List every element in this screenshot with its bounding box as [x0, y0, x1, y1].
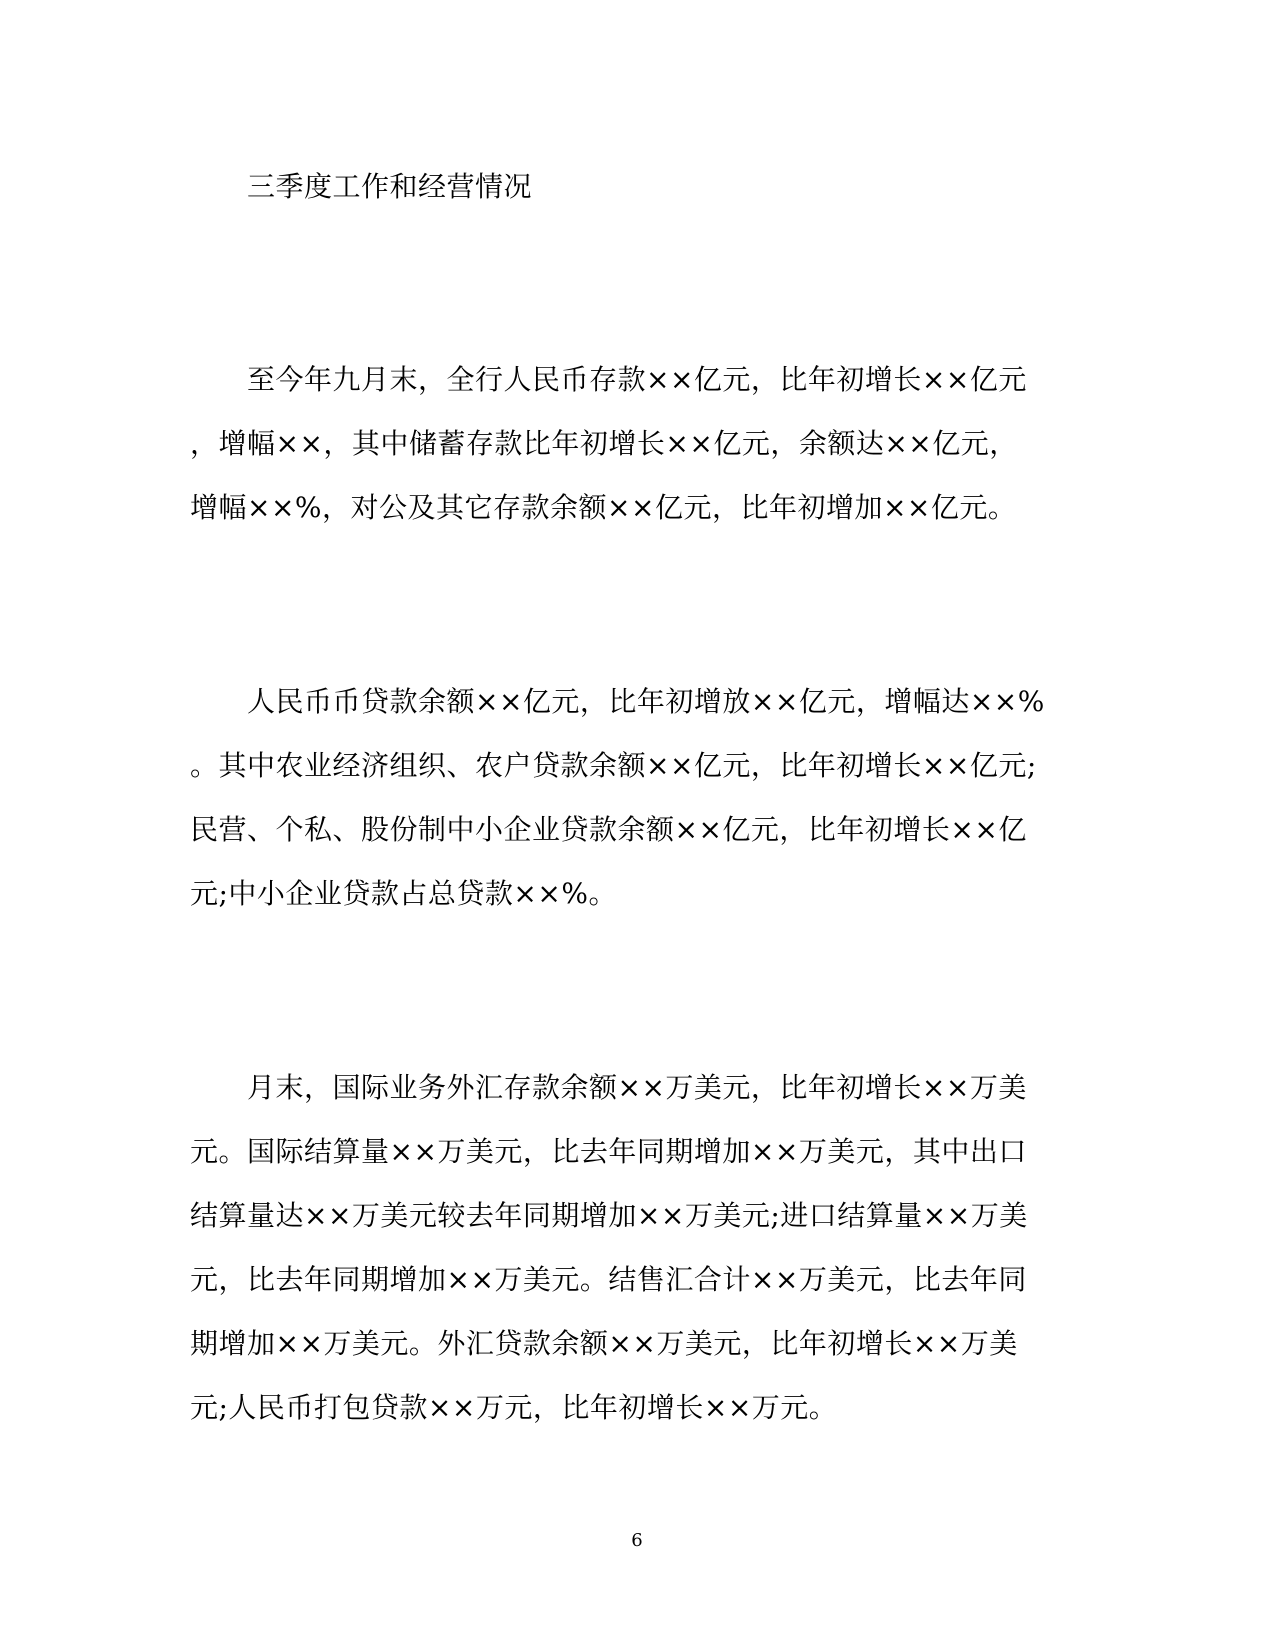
- paragraph-line: 人民币币贷款余额××亿元，比年初增放××亿元，增幅达××%: [247, 685, 1045, 718]
- paragraph-line: 期增加××万美元。外汇贷款余额××万美元，比年初增长××万美: [190, 1327, 1018, 1360]
- paragraph-line: 元，比去年同期增加××万美元。结售汇合计××万美元，比去年同: [190, 1263, 1027, 1296]
- paragraph-line: 。其中农业经济组织、农户贷款余额××亿元，比年初增长××亿元;: [190, 749, 1037, 782]
- paragraph-line: 元;中小企业贷款占总贷款××%。: [190, 877, 617, 910]
- paragraph-line: ，增幅××，其中储蓄存款比年初增长××亿元，余额达××亿元，: [190, 427, 1018, 460]
- paragraph-line: 至今年九月末，全行人民币存款××亿元，比年初增长××亿元: [247, 363, 1027, 396]
- paragraph-line: 增幅××%，对公及其它存款余额××亿元，比年初增加××亿元。: [190, 491, 1017, 524]
- paragraph-line: 元。国际结算量××万美元，比去年同期增加××万美元，其中出口: [190, 1135, 1027, 1168]
- page-number: 6: [631, 1530, 643, 1551]
- document-heading: 三季度工作和经营情况: [247, 170, 533, 203]
- paragraph-line: 民营、个私、股份制中小企业贷款余额××亿元，比年初增长××亿: [190, 813, 1027, 846]
- paragraph-line: 月末，国际业务外汇存款余额××万美元，比年初增长××万美: [247, 1071, 1027, 1104]
- paragraph-line: 元;人民币打包贷款××万元，比年初增长××万元。: [190, 1391, 838, 1424]
- paragraph-line: 结算量达××万美元较去年同期增加××万美元;进口结算量××万美: [190, 1199, 1028, 1232]
